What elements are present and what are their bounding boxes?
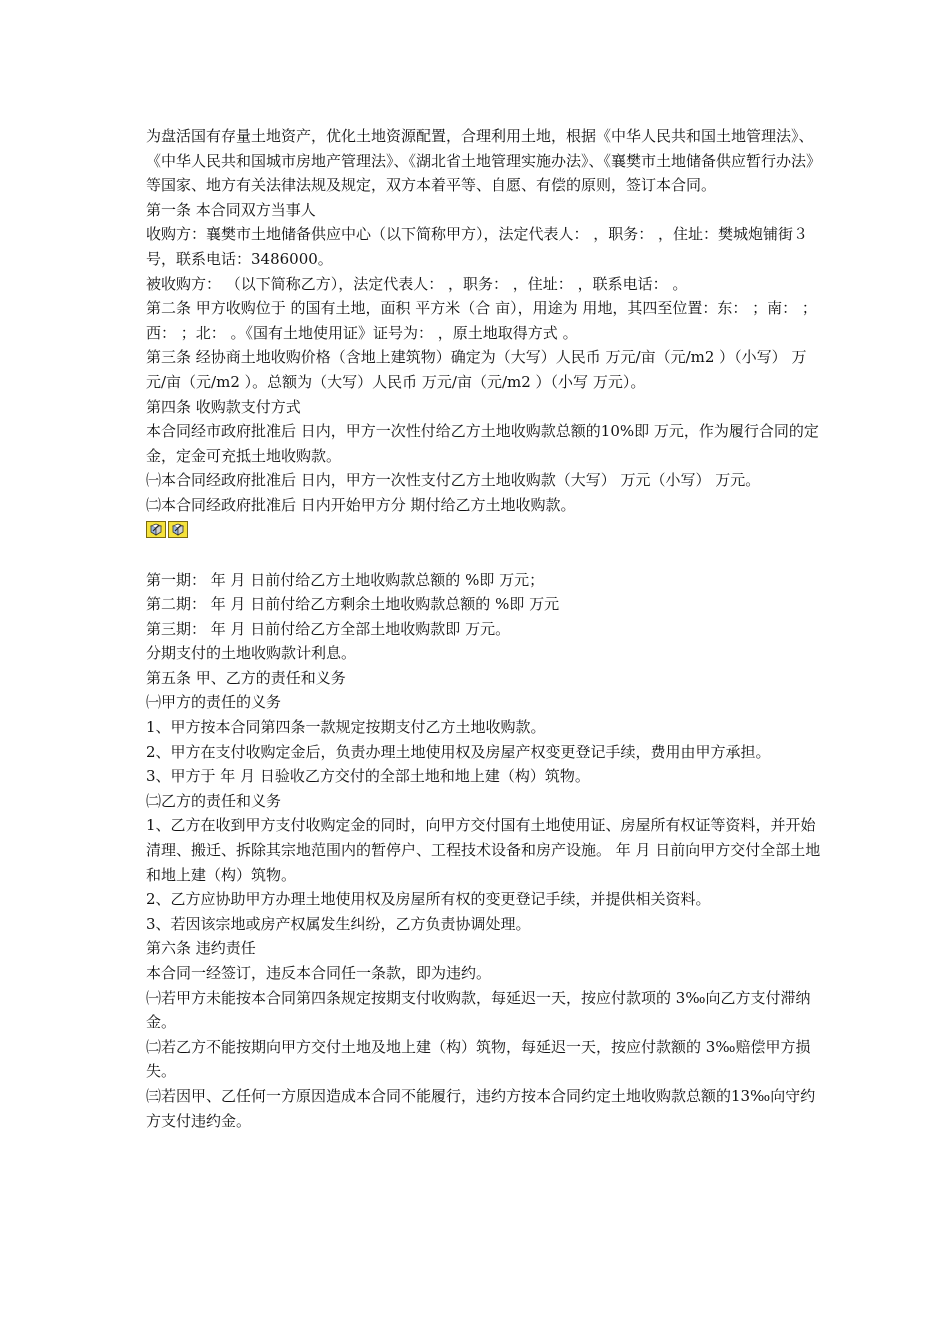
article-6-heading: 第六条 违约责任 <box>146 939 256 958</box>
lump-sum-paragraph: ㈠本合同经政府批准后 日内，甲方一次性支付乙方土地收购款（大写） 万元（小写） 万元。 <box>146 471 761 490</box>
article-2-paragraph: 第二条 甲方收购位于 的国有土地，面积 平方米（合 亩），用途为 用地，其四至位置：东： ；南： ；西： ；北： 。《国有土地使用证》证号为： ，原土地取得方式 。 <box>146 299 817 342</box>
installment-2: 第二期： 年 月 日前付给乙方剩余土地收购款总额的 %即 万元 <box>146 595 560 614</box>
blank-line <box>146 542 822 568</box>
breach-clause-2: ㈡若乙方不能按期向甲方交付土地及地上建（构）筑物，每延迟一天，按应付款额的 3‰赔偿甲方损失。 <box>146 1037 811 1081</box>
breach-clause-3: ㈢若因甲、乙任何一方原因造成本合同不能履行，违约方按本合同约定土地收购款总额的13‰向守约方支付违约金。 <box>146 1086 816 1130</box>
party-b-duty-2: 2、乙方应协助甲方办理土地使用权及房屋所有权的变更登记手续，并提供相关资料。 <box>146 890 711 909</box>
installment-1: 第一期： 年 月 日前付给乙方土地收购款总额的 %即 万元； <box>146 570 545 589</box>
deposit-paragraph: 本合同经市政府批准后 日内，甲方一次性付给乙方土地收购款总额的10%即 万元，作为履行合同的定金，定金可充抵土地收购款。 <box>146 422 819 465</box>
interest-note: 分期支付的土地收购款计利息。 <box>146 644 357 663</box>
article-3-paragraph: 第三条 经协商土地收购价格（含地上建筑物）确定为（大写）人民币 万元/亩（元/m2 ）（小写） 万元/亩（元/m2 ）。总额为（大写）人民币 万元/亩（元/m2 ）（小写 万元）。 <box>146 348 807 391</box>
preamble-paragraph: 为盘活国有存量土地资产，优化土地资源配置，合理利用土地，根据《中华人民共和国土地管理法》、《中华人民共和国城市房地产管理法》、《湖北省土地管理实施办法》、《襄樊市土地储备供应暂行办法》等国家、地方有关法律法规及规定，双方本着平等、自愿、有偿的原则，签订本合同。 <box>146 127 822 195</box>
document-edit-icon[interactable] <box>168 521 188 538</box>
article-5-heading: 第五条 甲、乙方的责任和义务 <box>146 668 346 687</box>
embedded-icons <box>146 518 822 542</box>
party-a-duty-1: 1、甲方按本合同第四条一款规定按期支付乙方土地收购款。 <box>146 718 546 737</box>
buyer-party-paragraph: 收购方：襄樊市土地储备供应中心（以下简称甲方），法定代表人： ，职务： ，住址：樊城炮铺街３号，联系电话：3486000。 <box>146 225 809 268</box>
party-b-duty-3: 3、若因该宗地或房产权属发生纠纷，乙方负责协调处理。 <box>146 914 531 933</box>
document-edit-icon[interactable] <box>146 521 166 538</box>
party-a-duty-3: 3、甲方于 年 月 日验收乙方交付的全部土地和地上建（构）筑物。 <box>146 767 590 786</box>
breach-definition: 本合同一经签订，违反本合同任一条款，即为违约。 <box>146 964 492 982</box>
party-a-duties-heading: ㈠甲方的责任的义务 <box>146 693 282 712</box>
seller-party-paragraph: 被收购方： （以下简称乙方），法定代表人： ，职务： ，住址： ，联系电话： 。 <box>146 274 688 293</box>
party-b-duties-heading: ㈡乙方的责任和义务 <box>146 791 282 810</box>
breach-clause-1: ㈠若甲方未能按本合同第四条规定按期支付收购款，每延迟一天，按应付款项的 3‰向乙方支付滞纳金。 <box>146 988 811 1032</box>
installment-3: 第三期： 年 月 日前付给乙方全部土地收购款即 万元。 <box>146 619 511 638</box>
contract-document <box>146 124 822 1133</box>
party-a-duty-2: 2、甲方在支付收购定金后，负责办理土地使用权及房屋产权变更登记手续，费用由甲方承担。 <box>146 742 771 761</box>
party-b-duty-1: 1、乙方在收到甲方支付收购定金的同时，向甲方交付国有土地使用证、房屋所有权证等资料，并开始清理、搬迁、拆除其宗地范围内的暂停户、工程技术设备和房产设施。 年 月 日前向甲方交付全部土地和地上建（构）筑物。 <box>146 816 821 884</box>
article-4-heading: 第四条 收购款支付方式 <box>146 397 301 416</box>
installment-paragraph: ㈡本合同经政府批准后 日内开始甲方分 期付给乙方土地收购款。 <box>146 495 576 514</box>
article-1-heading: 第一条 本合同双方当事人 <box>146 200 316 219</box>
